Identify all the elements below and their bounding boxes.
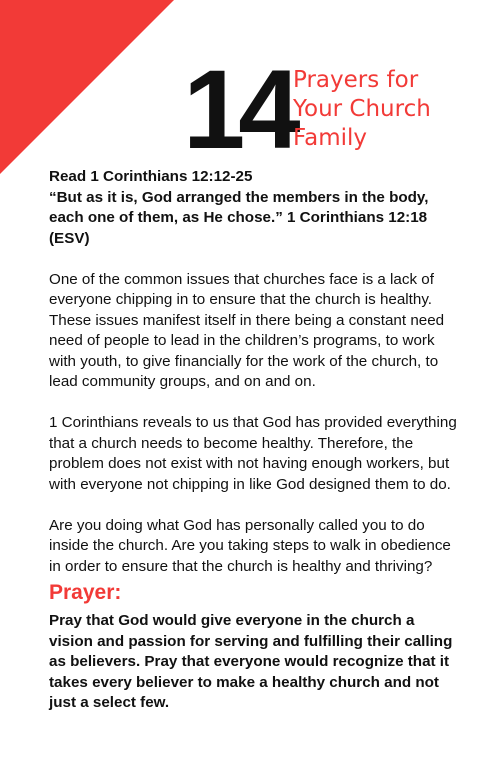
prayer-text: Pray that God would give everyone in the church a vision and passion for serving and fulfilling their calling as believers. Pray that everyone would recognize that it takes every believer to make a healthy church and not just a select few. — [49, 612, 453, 711]
body-paragraph-2: 1 Corinthians reveals to us that God has provided everything that a church needs to become healthy. Therefore, the problem does not exist with not having enough workers, but with everyone not chipping in like God designed them to do. — [49, 414, 457, 493]
body-paragraph-1: One of the common issues that churches face is a lack of everyone chipping in to ensure that the church is healthy. These issues manifest itself in there being a constant need need of people to lead in the children’s programs, to work with youth, to give financially for the work of the church, to lead community groups, and on and on. — [49, 270, 445, 390]
title-line-2: Your Church — [293, 96, 431, 122]
page-content — [49, 167, 459, 714]
prayer-heading: Prayer: — [49, 581, 122, 604]
red-corner-triangle — [0, 0, 174, 174]
reading-reference: Read 1 Corinthians 12:12-25 — [49, 168, 253, 185]
title-line-1: Prayers for — [293, 67, 419, 93]
key-verse: “But as it is, God arranged the members in the body, each one of them, as He chose.” 1 Corinthians 12:18 (ESV) — [49, 188, 429, 247]
body-paragraph-3: Are you doing what God has personally called you to do inside the church. Are you taking steps to walk in obedience in order to ensure that the church is healthy and thriving? — [49, 516, 451, 575]
page-title — [293, 66, 431, 153]
title-line-3: Family — [293, 125, 368, 151]
prayer-number: 14 — [183, 47, 294, 172]
